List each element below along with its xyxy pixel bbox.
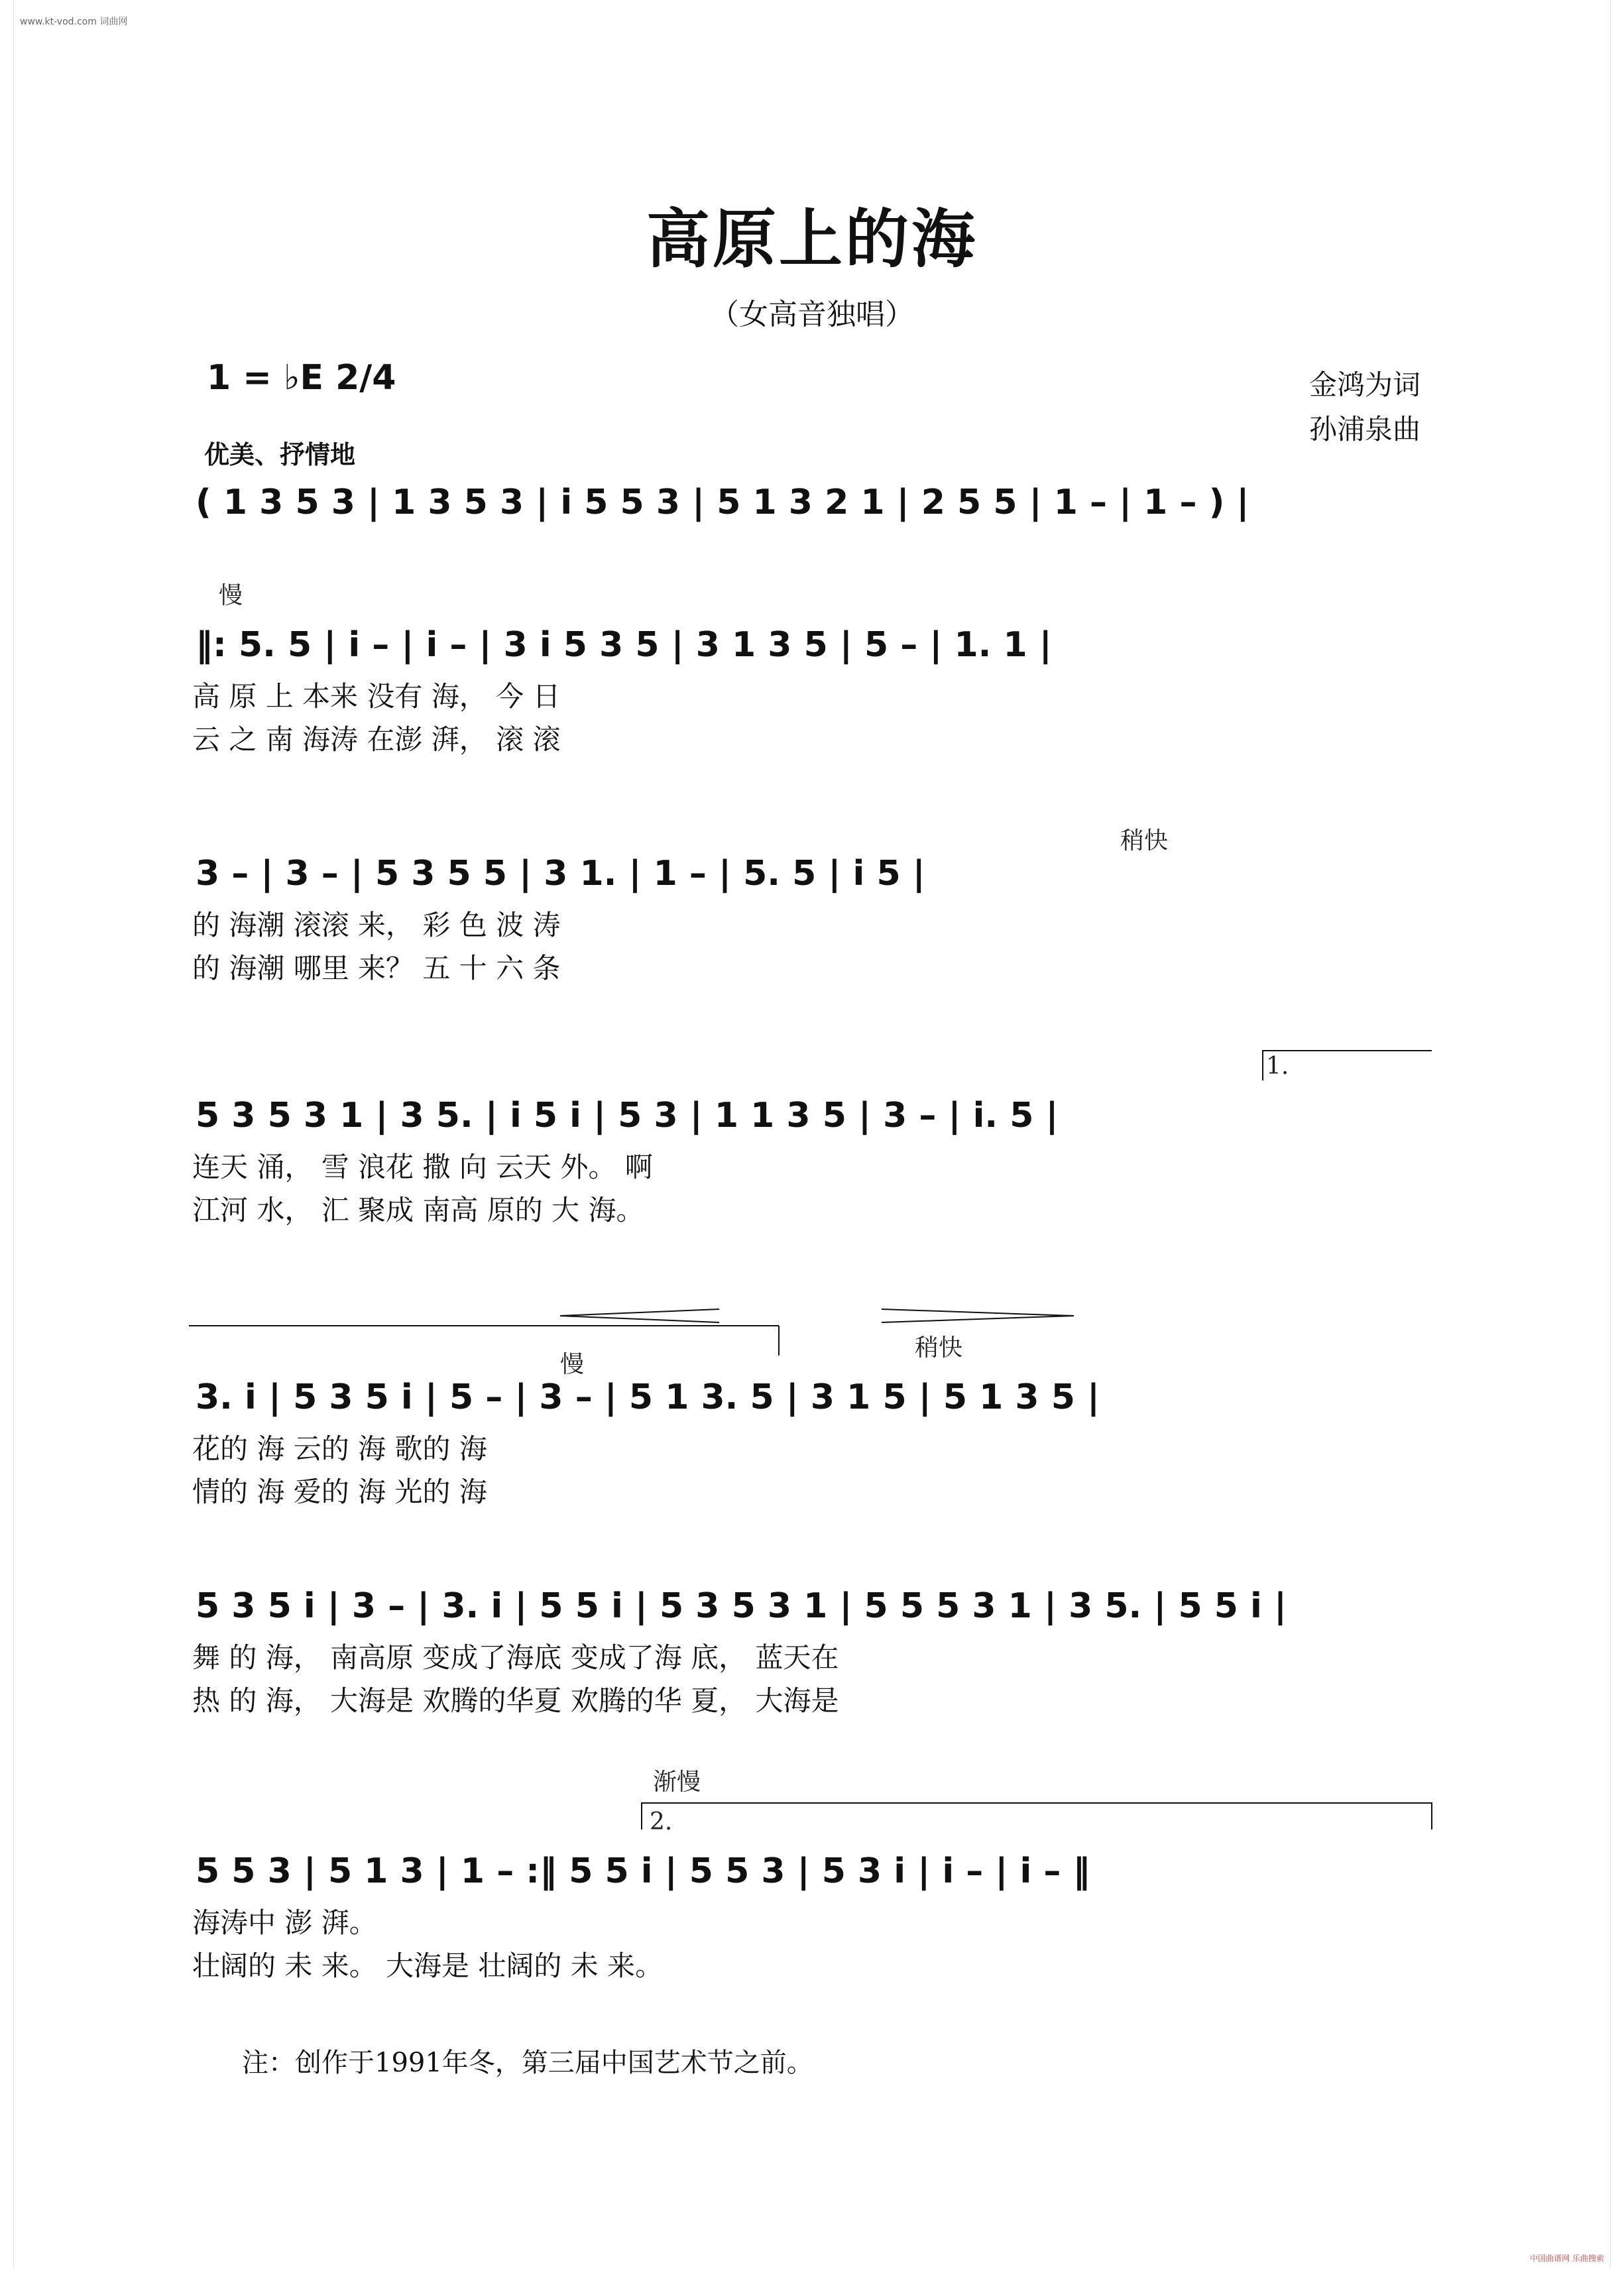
tempo-marking: 优美、抒情地 (204, 440, 356, 469)
lyrics-verse-2: 热 的 海， 大海是 欢腾的华夏 欢腾的华 夏， 大海是 (192, 1684, 839, 1717)
lyrics-verse-2: 云 之 南 海涛 在澎 湃， 滚 滚 (192, 723, 561, 756)
score-system (192, 582, 1052, 756)
score-system (192, 1769, 1090, 1982)
notes-line: 3 – | 3 – | 5 3 5 5 | 3 1. | 1 – | 5. 5 | i 5 | (196, 854, 925, 894)
composer: 孙浦泉曲 (1309, 413, 1421, 445)
score-system (192, 827, 1168, 984)
expression-mark: 慢 (219, 582, 243, 609)
lyrics-verse-2: 情的 海 爱的 海 光的 海 (192, 1476, 487, 1508)
lyrics-verse-1: 舞 的 海， 南高原 变成了海底 变成了海 底， 蓝天在 (192, 1641, 839, 1674)
score-system (192, 1334, 1100, 1508)
notes-line: 5 3 5 3 1 | 3 5. | i 5 i | 5 3 | 1 1 3 5 | 3 – | i. 5 | (196, 1096, 1059, 1135)
key-signature: 1 = ♭E 2/4 (207, 358, 396, 398)
score-system (192, 1586, 1287, 1717)
expression-mark: 1. (1266, 1053, 1289, 1080)
lyrics-verse-1: 的 海潮 滚滚 来， 彩 色 波 涛 (192, 909, 561, 941)
lyrics-verse-1: 海涛中 澎 湃。 (192, 1906, 377, 1939)
score-system (196, 483, 1249, 522)
volta-bracket-2 (642, 1803, 1432, 1830)
notes-line: 5 3 5 i | 3 – | 3. i | 5 5 i | 5 3 5 3 1 | 5 5 5 3 1 | 3 5. | 5 5 i | (196, 1586, 1287, 1626)
notes-line: ‖: 5. 5 | i – | i – | 3 i 5 3 5 | 3 1 3 5 | 5 – | 1. 1 | (196, 625, 1052, 665)
composition-note: 注：创作于1991年冬，第三届中国艺术节之前。 (242, 2048, 813, 2078)
notes-line: ( 1 3 5 3 | 1 3 5 3 | i 5 5 3 | 5 1 3 2 1 | 2 5 5 | 1 – | 1 – ) | (196, 483, 1249, 522)
expression-mark: 2. (650, 1808, 673, 1835)
page-title: 高原上的海 (646, 202, 978, 276)
lyrics-verse-1: 花的 海 云的 海 歌的 海 (192, 1432, 487, 1465)
expression-mark: 稍快 (915, 1334, 963, 1362)
subtitle: （女高音独唱） (710, 298, 914, 331)
notes-line: 5 5 3 | 5 1 3 | 1 – :‖ 5 5 i | 5 5 3 | 5 3 i | i – | i – ‖ (196, 1851, 1090, 1891)
expression-mark: 渐慢 (653, 1769, 701, 1796)
score-system (192, 1053, 1289, 1226)
lyrics-verse-2: 的 海潮 哪里 来？ 五 十 六 条 (192, 952, 561, 984)
lyrics-verse-1: 高 原 上 本来 没有 海， 今 日 (192, 680, 561, 713)
expression-mark: 慢 (560, 1351, 585, 1378)
lyricist: 金鸿为词 (1309, 369, 1421, 401)
lyrics-verse-1: 连天 涌， 雪 浪花 撒 向 云天 外。 啊 (192, 1151, 653, 1183)
footer-logo: 中国曲谱网 乐曲搜索 (1530, 2254, 1604, 2263)
expression-mark: 稍快 (1120, 827, 1169, 854)
notes-line: 3. i | 5 3 5 i | 5 – | 3 – | 5 1 3. 5 | 3 1 5 | 5 1 3 5 | (196, 1377, 1100, 1417)
crescendo-mark (882, 1309, 1074, 1322)
decrescendo-mark (560, 1309, 719, 1322)
lyrics-verse-2: 江河 水， 汇 聚成 南高 原的 大 海。 (192, 1194, 644, 1226)
lyrics-verse-2: 壮阔的 未 来。 大海是 壮阔的 未 来。 (192, 1949, 664, 1982)
site-url: www.kt-vod.com 词曲网 (20, 17, 128, 27)
